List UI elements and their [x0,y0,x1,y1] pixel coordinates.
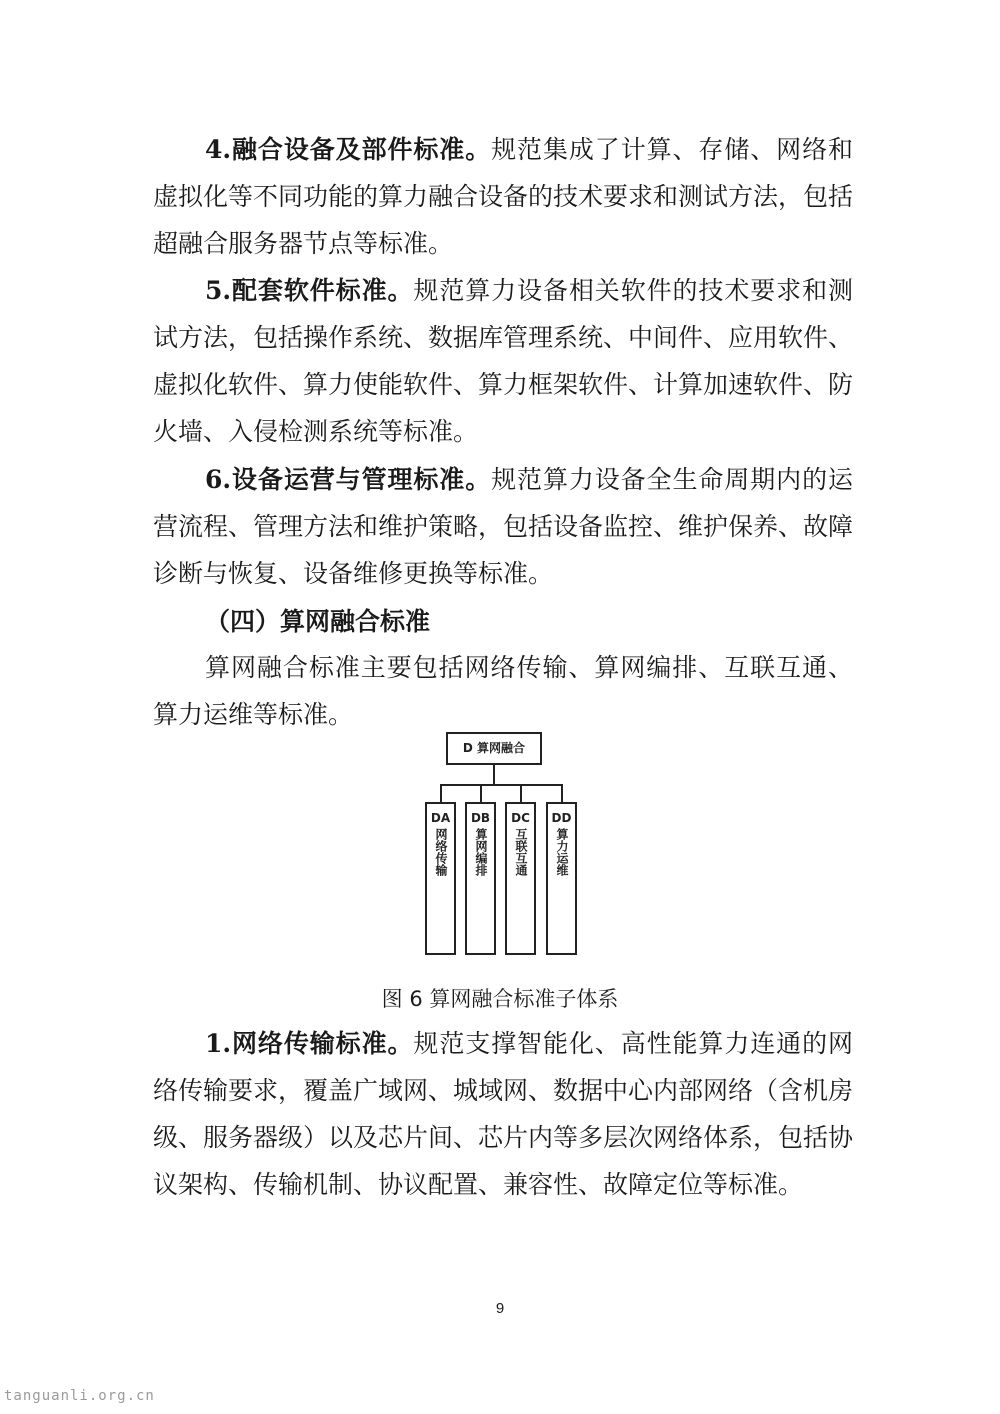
diagram-root-box: D 算网融合 [446,732,542,765]
paragraph-lead: 4.融合设备及部件标准。 [205,135,492,164]
child-label: 互联互通 [514,828,528,876]
paragraph-network-transmission [153,1020,853,1208]
figure-caption: 图 6 算网融合标准子体系 [381,987,619,1011]
connector-bar [440,784,563,786]
paragraph-body: 规范算力设备全生命周期内的运营流程、管理方法和维护策略，包括设备监控、维护保养、故障诊断与恢复、设备维修更换等标准。 [153,465,854,588]
diagram-child-dd [546,802,577,955]
paragraph-lead: 1.网络传输标准。 [205,1029,414,1058]
paragraph-lead: 6.设备运营与管理标准。 [205,465,492,494]
diagram-child-da [425,802,456,955]
connector-dc [520,784,522,803]
page-number: 9 [495,1300,505,1317]
section-intro: 算网融合标准主要包括网络传输、算网编排、互联互通、算力运维等标准。 [153,653,853,729]
connector-dd [561,784,563,803]
child-code: DB [470,811,491,825]
child-code: DA [430,811,451,825]
paragraph-body: 规范算力设备相关软件的技术要求和测试方法，包括操作系统、数据库管理系统、中间件、应用软件、虚拟化软件、算力使能软件、算力框架软件、计算加速软件、防火墙、入侵检测系统等标准。 [153,276,854,446]
paragraph-body: 规范集成了计算、存储、网络和虚拟化等不同功能的算力融合设备的技术要求和测试方法，包括超融合服务器节点等标准。 [153,135,854,258]
connector-da [440,784,442,803]
child-label: 算网编排 [474,828,488,876]
child-label: 算力运维 [555,828,569,876]
paragraph-equipment-operation [153,456,853,597]
diagram-child-db [465,802,496,955]
paragraph-supporting-software [153,267,853,455]
paragraph-fusion-equipment [153,126,853,267]
section-heading: （四）算网融合标准 [205,607,431,636]
child-code: DD [551,811,572,825]
child-label: 网络传输 [434,828,448,876]
child-code: DC [511,811,530,825]
paragraph-lead: 5.配套软件标准。 [205,276,414,305]
diagram-child-dc [505,802,536,955]
watermark: tanguanli.org.cn [4,1388,155,1404]
connector-trunk [493,765,495,785]
connector-db [480,784,482,803]
paragraph-body: 规范支撑智能化、高性能算力连通的网络传输要求，覆盖广域网、城域网、数据中心内部网络（含机房级、服务器级）以及芯片间、芯片内等多层次网络体系，包括协议架构、传输机制、协议配置、兼容性、故障定位等标准。 [153,1029,854,1199]
